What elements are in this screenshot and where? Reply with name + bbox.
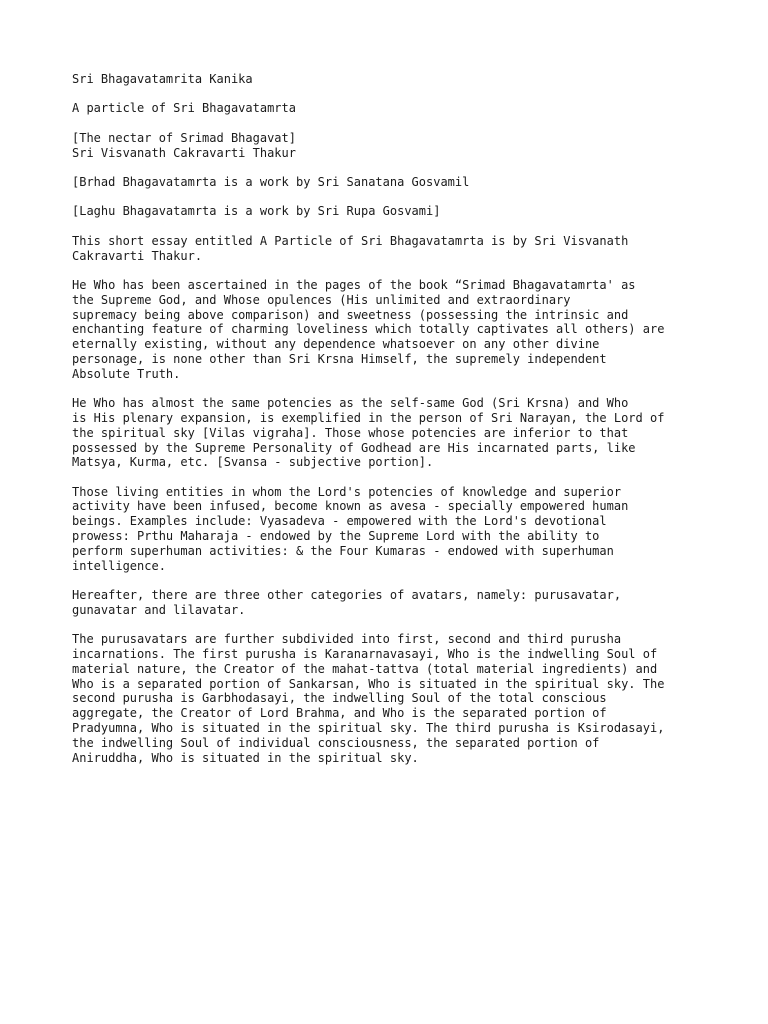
laghu-note: [Laghu Bhagavatamrta is a work by Sri Rupa Gosvami]: [72, 204, 441, 219]
document-page: [72, 72, 702, 780]
brhad-note: [Brhad Bhagavatamrta is a work by Sri Sanatana Gosvamil: [72, 174, 470, 189]
paragraph-avatar-categories: Hereafter, there are three other categories of avatars, namely: purusavatar, gunavatar and lilavatar.: [72, 588, 622, 617]
paragraph-supreme-god: He Who has been ascertained in the pages of the book “Srimad Bhagavatamrta' as the Supreme God, and Whose opulences (His unlimited and extraordinary supremacy being above comparison) and sweetness (possessing the intrinsic and enchanting feature of charming loveliness which totally captivates all others) are eternally existing, without any dependence whatsoever on any other divine personage, is none other than Sri Krsna Himself, the supremely independent Absolute Truth.: [72, 277, 665, 381]
paragraph-avesa: Those living entities in whom the Lord's potencies of knowledge and superior activity have been infused, become known as avesa - specially empowered human beings. Examples include: Vyasadeva - empowered with the Lord's devotional prowess: Prthu Maharaja - endowed by the Supreme Lord with the ability to perform superhuman activities: & the Four Kumaras - endowed with superhuman intelligence.: [72, 484, 629, 573]
attribution-block: [72, 131, 702, 161]
paragraph-purusavatars: The purusavatars are further subdivided into first, second and third purusha incarnations. The first purusha is Karanarnavasayi, Who is the indwelling Soul of material nature, the Creator of the mahat-tattva (total material ingredients) and Who is a separated portion of Sankarsan, Who is situated in the spiritual sky. The second purusha is Garbhodasayi, the indwelling Soul of the total conscious aggregate, the Creator of Lord Brahma, and Who is the separated portion of Pradyumna, Who is situated in the spiritual sky. The third purusha is Ksirodasayi, the indwelling Soul of individual consciousness, the separated portion of Aniruddha, Who is situated in the spiritual sky.: [72, 632, 665, 765]
author-line: Sri Visvanath Cakravarti Thakur: [72, 145, 296, 160]
paragraph-intro: This short essay entitled A Particle of Sri Bhagavatamrta is by Sri Visvanath Cakravarti Thakur.: [72, 233, 629, 263]
document-title: Sri Bhagavatamrita Kanika: [72, 72, 253, 86]
document-subtitle: A particle of Sri Bhagavatamrta: [72, 101, 296, 116]
paragraph-plenary-expansion: He Who has almost the same potencies as the self-same God (Sri Krsna) and Who is His plenary expansion, is exemplified in the person of Sri Narayan, the Lord of the spiritual sky [Vilas vigraha]. Those whose potencies are inferior to that possessed by the Supreme Personality of Godhead are His incarnated parts, like Matsya, Kurma, etc. [Svansa - subjective portion].: [72, 396, 665, 470]
nectar-line: [The nectar of Srimad Bhagavat]: [72, 130, 296, 145]
